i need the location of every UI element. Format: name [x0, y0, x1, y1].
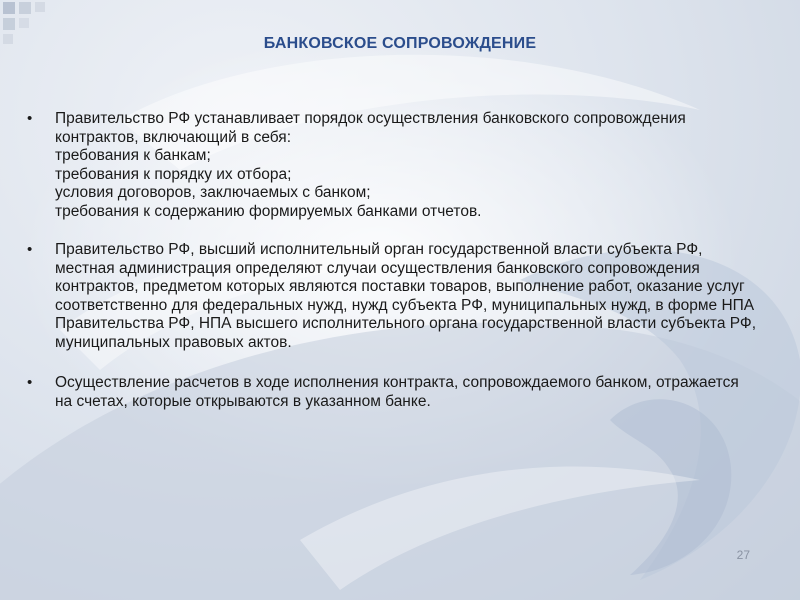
bullet-text: Правительство РФ устанавливает порядок осуществления банковского сопровождения контрактов, включающий в себя:: [55, 110, 686, 146]
sub-bullet-item: [27, 203, 757, 222]
sub-bullet-item: [27, 147, 757, 166]
bullet-marker: •: [27, 374, 33, 391]
page-number: 27: [736, 548, 750, 562]
spacer: [27, 221, 757, 241]
slide-title: БАНКОВСКОЕ СОПРОВОЖДЕНИЕ: [263, 35, 537, 52]
slide-content: [27, 110, 757, 411]
bullet-item: [27, 110, 757, 147]
sub-bullet-item: [27, 184, 757, 203]
sub-bullet-text: условия договоров, заключаемых с банком;: [55, 184, 371, 201]
sub-bullet-text: требования к банкам;: [55, 147, 211, 164]
bullet-item: [27, 374, 757, 411]
bullet-item: [27, 241, 757, 352]
bullet-marker: •: [27, 241, 33, 258]
bullet-text: Осуществление расчетов в ходе исполнения контракта, сопровождаемого банком, отражается на счетах, которые открываются в указанном банке.: [55, 374, 739, 410]
spacer: [27, 352, 757, 374]
sub-bullet-text: требования к порядку их отбора;: [55, 165, 292, 183]
bullet-text: Правительство РФ, высший исполнительный орган государственной власти субъекта РФ, местная администрация определяют случаи осуществления банковского сопровождения контрактов, предметом которых являются поставки товаров, выполнение работ, оказание услуг соответственно для федеральных нужд, нужд субъекта РФ, муниципальных нужд, в форме НПА Правительства РФ, НПА высшего исполнительного органа государственной власти субъекта РФ, муниципальных правовых актов.: [55, 241, 756, 351]
bullet-marker: •: [27, 110, 33, 127]
sub-bullet-item: [27, 166, 757, 185]
sub-bullet-text: требования к содержанию формируемых банками отчетов.: [55, 202, 482, 220]
